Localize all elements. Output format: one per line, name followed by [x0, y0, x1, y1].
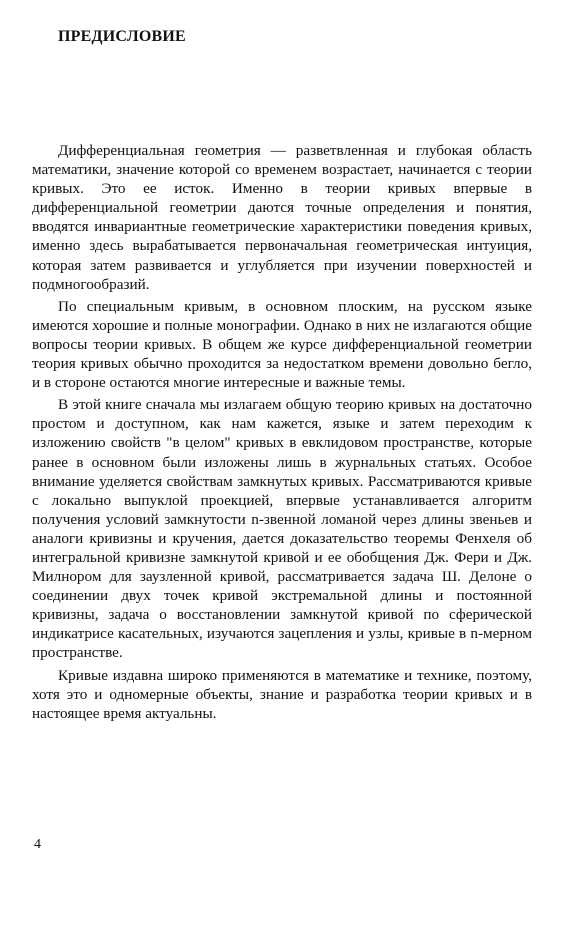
paragraph-3: В этой книге сначала мы излагаем общую теорию кривых на достаточно простом и доступном, как нам кажется, языке и затем переходим к изложению свойств "в целом" кривых в евклидовом пространстве, которые ранее в основном были изложены лишь в журнальных статьях. Особое внимание уделяется свойствам замкнутых кривых. Рассматриваются кривые с локально выпуклой проекцией, впервые устанавливается алгоритм получения условий замкнутости n-звенной ломаной через длины звеньев и аналоги кривизны и кручения, дается доказательство теоремы Фенхеля об интегральной кривизне замкнутой кривой и ее обобщения Дж. Фери и Дж. Милнором для заузленной кривой, рассматривается задача Ш. Делоне о соединении двух точек кривой экстремальной длины и постоянной кривизны, задача о восстановлении замкнутой кривой по сферической индикатрисе касательных, изучаются зацепления и узлы, кривые в n-мерном пространстве. — [32, 396, 532, 662]
page-number: 4 — [34, 837, 41, 852]
paragraph-4: Кривые издавна широко применяются в математике и технике, поэтому, хотя это и одномерные объекты, знание и разработка теории кривых и в настоящее время актуальны. — [32, 666, 532, 722]
paragraph-1: Дифференциальная геометрия — разветвленная и глубокая область математики, значение которой со временем возрастает, начинается с теории кривых. Это ее исток. Именно в теории кривых впервые в дифференциальной геометрии даются точные определения и понятия, вводятся инвариантные геометрические характеристики поведения кривых, именно здесь вырабатывается первоначальная геометрическая интуиция, которая затем развивается и углубляется при изучении поверхностей и подмногообразий. — [32, 142, 532, 293]
page-heading: ПРЕДИСЛОВИЕ — [58, 28, 186, 45]
paragraph-2: По специальным кривым, в основном плоским, на русском языке имеются хорошие и полные монографии. Однако в них не излагаются общие вопросы теории кривых. В общем же курсе дифференциальной геометрии теория кривых обычно проходится за недостатком времени довольно бегло, и в стороне остаются многие интересные и важные темы. — [32, 297, 532, 392]
preface-body — [32, 141, 532, 723]
